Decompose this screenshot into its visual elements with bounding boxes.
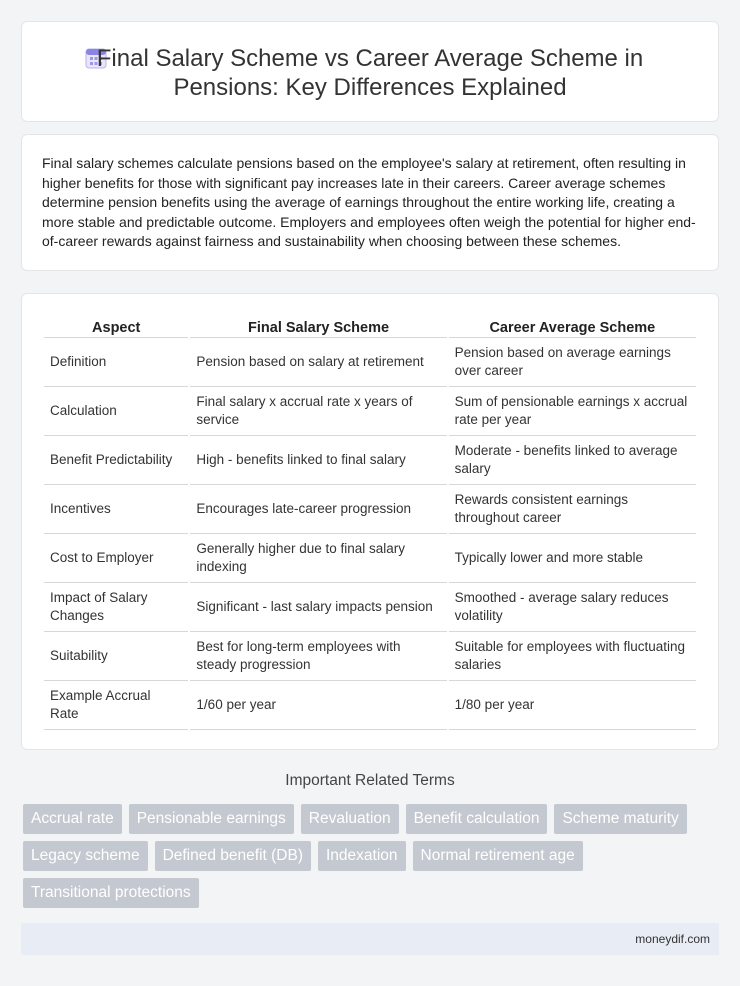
table-row [44,534,696,583]
term-tag[interactable]: Transitional protections [23,878,199,908]
table-row [44,485,696,534]
row-aspect: Calculation [44,387,188,436]
table-row [44,583,696,632]
row-career-average: Typically lower and more stable [449,534,696,583]
term-tag[interactable]: Accrual rate [23,804,122,834]
table-row [44,436,696,485]
term-tag[interactable]: Legacy scheme [23,841,148,871]
row-final-salary: Pension based on salary at retirement [190,338,446,387]
row-career-average: 1/80 per year [449,681,696,730]
intro-paragraph: Final salary schemes calculate pensions based on the employee's salary at retirement, often resulting in higher benefits for those with significant pay increases late in their careers. Career average schemes determine pension benefits using the average of earnings throughout the entire working life, creating a more stable and predictable outcome. Employers and employees often weigh the potential for higher end-of-career rewards against fairness and sustainability when choosing between these schemes. [42,155,696,250]
row-aspect: Impact of Salary Changes [44,583,188,632]
row-final-salary: Best for long-term employees with steady progression [190,632,446,681]
term-tag[interactable]: Scheme maturity [554,804,686,834]
page-title [22,44,718,102]
header-final-salary: Final Salary Scheme [190,316,446,338]
comparison-card [21,293,719,750]
footer-site-link[interactable]: moneydif.com [635,932,710,946]
term-tag[interactable]: Defined benefit (DB) [155,841,311,871]
row-final-salary: Generally higher due to final salary indexing [190,534,446,583]
row-aspect: Benefit Predictability [44,436,188,485]
table-row [44,387,696,436]
table-row [44,632,696,681]
row-career-average: Pension based on average earnings over career [449,338,696,387]
row-final-salary: High - benefits linked to final salary [190,436,446,485]
row-career-average: Sum of pensionable earnings x accrual rate per year [449,387,696,436]
row-final-salary: 1/60 per year [190,681,446,730]
table-header-row [44,316,696,338]
footer [21,923,719,955]
row-aspect: Definition [44,338,188,387]
page-title-line-1: Final Salary Scheme vs Career Average Scheme in [96,45,644,72]
related-terms-list [23,804,713,908]
header-aspect: Aspect [44,316,188,338]
table-row [44,681,696,730]
term-tag[interactable]: Benefit calculation [406,804,548,834]
term-tag[interactable]: Indexation [318,841,406,871]
row-final-salary: Significant - last salary impacts pension [190,583,446,632]
row-aspect: Cost to Employer [44,534,188,583]
intro-card [21,134,719,271]
row-aspect: Suitability [44,632,188,681]
row-career-average: Rewards consistent earnings throughout career [449,485,696,534]
page-title-line-2: Pensions: Key Differences Explained [173,74,567,101]
row-aspect: Incentives [44,485,188,534]
comparison-table [42,316,698,730]
row-final-salary: Encourages late-career progression [190,485,446,534]
term-tag[interactable]: Pensionable earnings [129,804,294,834]
related-terms-title: Important Related Terms [285,772,455,789]
term-tag[interactable]: Revaluation [301,804,399,834]
row-final-salary: Final salary x accrual rate x years of service [190,387,446,436]
header-career-average: Career Average Scheme [449,316,696,338]
row-career-average: Moderate - benefits linked to average salary [449,436,696,485]
table-row [44,338,696,387]
header-card [21,21,719,122]
row-career-average: Suitable for employees with fluctuating salaries [449,632,696,681]
term-tag[interactable]: Normal retirement age [413,841,583,871]
row-career-average: Smoothed - average salary reduces volatility [449,583,696,632]
row-aspect: Example Accrual Rate [44,681,188,730]
